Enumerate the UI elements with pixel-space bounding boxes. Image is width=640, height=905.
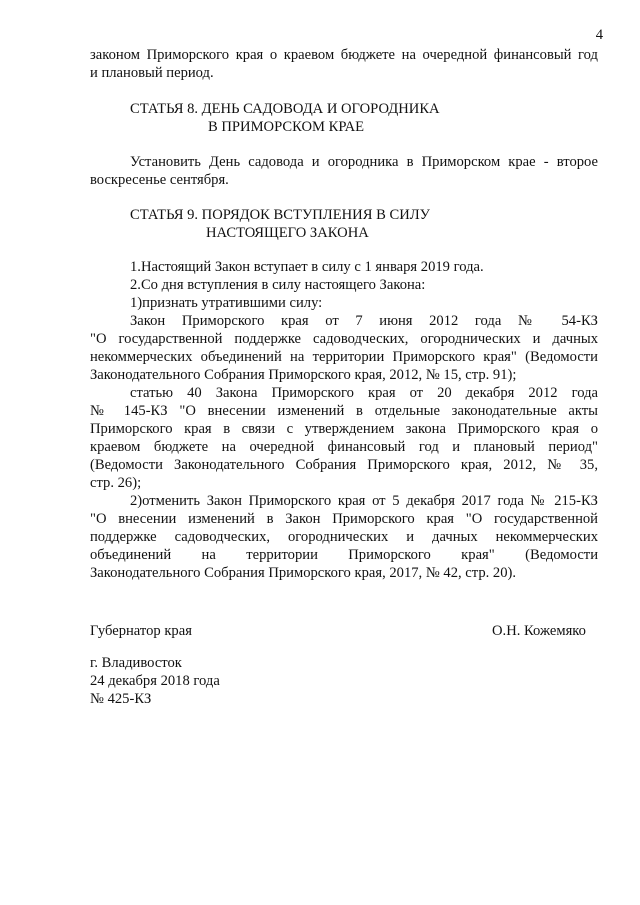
repealed-law-2	[90, 384, 598, 492]
page-number: 4	[595, 27, 603, 43]
signatory-title: Губернатор края	[90, 623, 192, 639]
point-2: 2.Со дня вступления в силу настоящего Закона:	[130, 277, 426, 293]
law-line: № 145-КЗ "О внесении изменений в отдельные законодательные акты	[90, 403, 598, 419]
footer-city: г. Владивосток	[90, 655, 182, 671]
article-9-heading-continued: НАСТОЯЩЕГО ЗАКОНА	[206, 225, 369, 241]
point-2-subitem-1: 1)признать утратившими силу:	[130, 295, 323, 311]
signatory-name: О.Н. Кожемяко	[492, 623, 586, 639]
law-line: стр. 26);	[90, 475, 142, 491]
law-line: объединений на территории Приморского края" (Ведомости	[90, 547, 598, 563]
cancelled-law	[90, 492, 598, 582]
article-9-points	[90, 258, 598, 312]
law-line: Законодательного Собрания Приморского края, 2012, № 15, стр. 91);	[90, 367, 517, 383]
footer-date: 24 декабря 2018 года	[90, 673, 220, 689]
article-8-line: Установить День садовода и огородника в Приморском крае - второе	[130, 154, 598, 170]
law-line: 2)отменить Закон Приморского края от 5 декабря 2017 года № 215-КЗ	[130, 493, 598, 509]
article-8-heading: СТАТЬЯ 8. ДЕНЬ САДОВОДА И ОГОРОДНИКА	[130, 101, 440, 117]
intro-line: законом Приморского края о краевом бюджете на очередной финансовый год	[90, 47, 598, 63]
law-line: "О государственной поддержке садоводческих, огороднических и дачных	[90, 331, 598, 347]
repealed-law-1	[90, 312, 598, 384]
law-line: Закон Приморского края от 7 июня 2012 года № 54-КЗ	[130, 313, 598, 329]
article-8-line: воскресенье сентября.	[90, 172, 229, 188]
law-line: краевом бюджете на очередной финансовый год и плановый период"	[90, 439, 598, 455]
law-line: статью 40 Закона Приморского края от 20 декабря 2012 года	[130, 385, 598, 401]
law-line: Приморского края в связи с утверждением закона Приморского края о	[90, 421, 598, 437]
law-line: некоммерческих объединений на территории Приморского края" (Ведомости	[90, 349, 598, 365]
intro-paragraph	[90, 46, 598, 82]
article-9-heading: СТАТЬЯ 9. ПОРЯДОК ВСТУПЛЕНИЯ В СИЛУ	[130, 207, 430, 223]
intro-line: и плановый период.	[90, 65, 214, 81]
article-8-heading-continued: В ПРИМОРСКОМ КРАЕ	[208, 119, 365, 135]
footer-law-number: № 425-КЗ	[90, 691, 152, 707]
point-1: 1.Настоящий Закон вступает в силу с 1 января 2019 года.	[130, 259, 484, 275]
law-line: Законодательного Собрания Приморского края, 2017, № 42, стр. 20).	[90, 565, 517, 581]
law-line: поддержке садоводческих, огороднических и дачных некоммерческих	[90, 529, 598, 545]
law-line: (Ведомости Законодательного Собрания Приморского края, 2012, № 35,	[90, 457, 598, 473]
document-footer	[90, 654, 220, 708]
law-line: "О внесении изменений в Закон Приморского края "О государственной	[90, 511, 598, 527]
article-8-body	[90, 153, 598, 189]
